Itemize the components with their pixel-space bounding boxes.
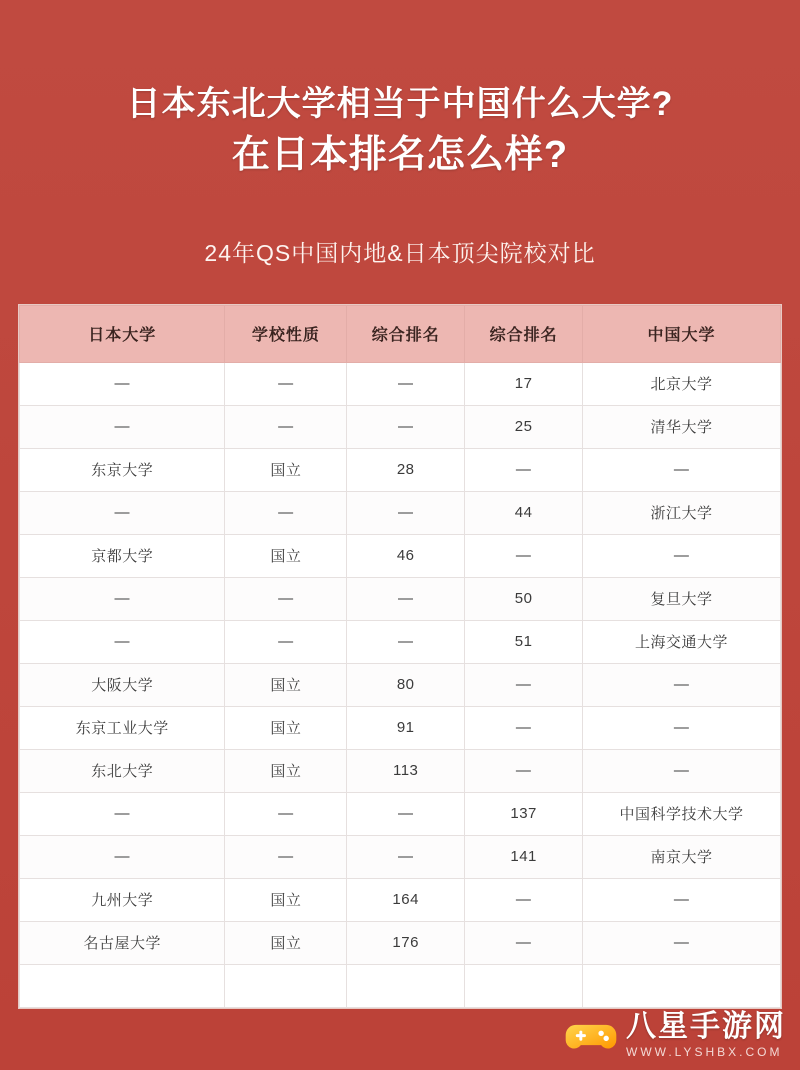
cell-japan-university: —: [20, 577, 225, 620]
watermark-site-url: WWW.LYSHBX.COM: [626, 1045, 783, 1060]
cell-school-type: —: [225, 362, 347, 405]
cell-china-university: 上海交通大学: [583, 620, 781, 663]
cell-china-rank: 141: [465, 835, 583, 878]
cell-china-university: 南京大学: [583, 835, 781, 878]
cell-japan-rank: 80: [347, 663, 465, 706]
cell-school-type: 国立: [225, 448, 347, 491]
column-header-japan-rank: 综合排名: [347, 305, 465, 362]
cell-china-university: 中国科学技术大学: [583, 792, 781, 835]
cell-japan-university: —: [20, 792, 225, 835]
comparison-table: [19, 305, 781, 1008]
cell-school-type: —: [225, 405, 347, 448]
page-title: [18, 0, 782, 183]
cell-japan-university: —: [20, 620, 225, 663]
cell-japan-university: —: [20, 405, 225, 448]
cell-china-rank: [465, 964, 583, 1007]
comparison-table-container: [18, 304, 782, 1009]
cell-japan-rank: —: [347, 405, 465, 448]
cell-china-university: —: [583, 878, 781, 921]
cell-japan-university: 大阪大学: [20, 663, 225, 706]
headline-line-2: 在日本排名怎么样?: [231, 133, 569, 176]
table-row: [20, 749, 781, 792]
table-row: [20, 792, 781, 835]
table-header-row: [20, 305, 781, 362]
cell-japan-rank: 28: [347, 448, 465, 491]
table-row: [20, 964, 781, 1007]
column-header-china-university: 中国大学: [583, 305, 781, 362]
table-header: [20, 305, 781, 362]
cell-japan-university: [20, 964, 225, 1007]
table-row: [20, 577, 781, 620]
gamepad-icon: [564, 1008, 618, 1062]
cell-china-rank: 50: [465, 577, 583, 620]
table-row: [20, 448, 781, 491]
table-row: [20, 491, 781, 534]
cell-japan-university: —: [20, 835, 225, 878]
cell-china-university: —: [583, 448, 781, 491]
cell-japan-university: —: [20, 362, 225, 405]
cell-japan-rank: —: [347, 792, 465, 835]
cell-school-type: —: [225, 491, 347, 534]
table-body: [20, 362, 781, 1007]
cell-japan-rank: 91: [347, 706, 465, 749]
cell-china-rank: 137: [465, 792, 583, 835]
watermark-text: [626, 1010, 786, 1059]
table-row: [20, 663, 781, 706]
column-header-china-rank: 综合排名: [465, 305, 583, 362]
cell-japan-rank: —: [347, 577, 465, 620]
column-header-japan-university: 日本大学: [20, 305, 225, 362]
table-row: [20, 835, 781, 878]
cell-japan-university: 名古屋大学: [20, 921, 225, 964]
cell-japan-rank: [347, 964, 465, 1007]
table-row: [20, 706, 781, 749]
table-row: [20, 405, 781, 448]
headline-line-1: 日本东北大学相当于中国什么大学?: [126, 85, 674, 123]
cell-school-type: 国立: [225, 534, 347, 577]
cell-china-rank: 25: [465, 405, 583, 448]
page-subtitle: 24年QS中国内地&日本顶尖院校对比: [204, 239, 596, 266]
cell-china-rank: —: [465, 534, 583, 577]
cell-school-type: 国立: [225, 749, 347, 792]
cell-japan-rank: 164: [347, 878, 465, 921]
cell-china-rank: —: [465, 706, 583, 749]
cell-japan-university: —: [20, 491, 225, 534]
table-row: [20, 921, 781, 964]
cell-china-rank: —: [465, 921, 583, 964]
cell-china-university: —: [583, 749, 781, 792]
cell-china-rank: —: [465, 749, 583, 792]
table-row: [20, 620, 781, 663]
cell-japan-rank: 176: [347, 921, 465, 964]
cell-japan-university: 东北大学: [20, 749, 225, 792]
cell-china-university: 复旦大学: [583, 577, 781, 620]
cell-china-rank: —: [465, 663, 583, 706]
cell-china-university: —: [583, 663, 781, 706]
cell-china-university: 浙江大学: [583, 491, 781, 534]
cell-china-rank: —: [465, 448, 583, 491]
cell-school-type: 国立: [225, 706, 347, 749]
cell-japan-rank: —: [347, 362, 465, 405]
cell-japan-rank: —: [347, 835, 465, 878]
cell-japan-university: 九州大学: [20, 878, 225, 921]
cell-school-type: —: [225, 620, 347, 663]
cell-school-type: [225, 964, 347, 1007]
cell-school-type: 国立: [225, 878, 347, 921]
cell-china-university: 北京大学: [583, 362, 781, 405]
cell-japan-rank: 113: [347, 749, 465, 792]
cell-china-university: —: [583, 534, 781, 577]
cell-school-type: —: [225, 577, 347, 620]
cell-china-university: [583, 964, 781, 1007]
cell-japan-rank: 46: [347, 534, 465, 577]
watermark-site-name: 八星手游网: [626, 1010, 786, 1044]
cell-school-type: —: [225, 792, 347, 835]
table-row: [20, 362, 781, 405]
cell-japan-rank: —: [347, 620, 465, 663]
cell-china-university: —: [583, 921, 781, 964]
cell-china-rank: 17: [465, 362, 583, 405]
cell-china-university: 清华大学: [583, 405, 781, 448]
cell-china-rank: 44: [465, 491, 583, 534]
cell-school-type: 国立: [225, 921, 347, 964]
cell-school-type: —: [225, 835, 347, 878]
table-row: [20, 878, 781, 921]
cell-china-rank: —: [465, 878, 583, 921]
cell-japan-university: 京都大学: [20, 534, 225, 577]
column-header-school-type: 学校性质: [225, 305, 347, 362]
cell-japan-rank: —: [347, 491, 465, 534]
cell-japan-university: 东京工业大学: [20, 706, 225, 749]
table-row: [20, 534, 781, 577]
cell-china-university: —: [583, 706, 781, 749]
watermark: [564, 1008, 786, 1062]
cell-japan-university: 东京大学: [20, 448, 225, 491]
cell-china-rank: 51: [465, 620, 583, 663]
cell-school-type: 国立: [225, 663, 347, 706]
